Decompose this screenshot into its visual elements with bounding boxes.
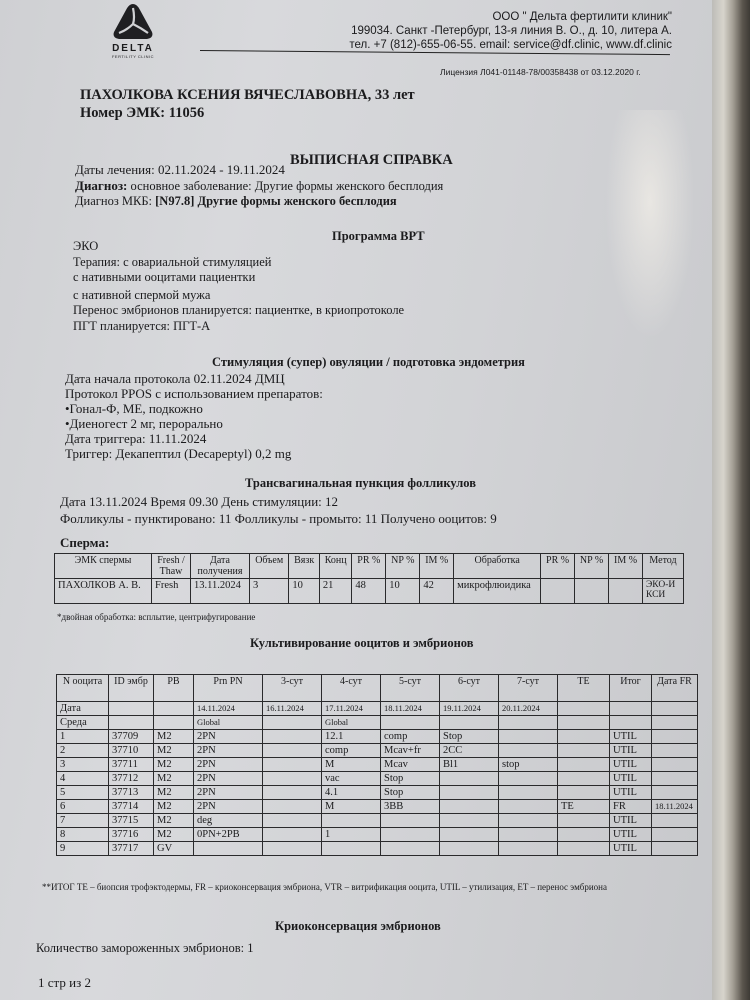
cell: FR (610, 800, 652, 814)
cell: 2 (57, 744, 109, 758)
cell: 19.11.2024 (440, 702, 499, 716)
col-day3: 3-сут (263, 675, 322, 702)
col-result: Итог (610, 675, 652, 702)
culture-row (57, 730, 698, 744)
cell (154, 716, 194, 730)
cell (263, 814, 322, 828)
cell (322, 814, 381, 828)
cell (263, 758, 322, 772)
clinic-logo (104, 2, 162, 62)
culture-header-row (57, 675, 698, 702)
stimulation-line: Дата начала протокола 02.11.2024 ДМЦ (65, 371, 285, 386)
col-oocyte-n: N ооцита (57, 675, 109, 702)
stimulation-line: •Диеногест 2 мг, перорально (65, 416, 223, 431)
stimulation-line: Дата триггера: 11.11.2024 (65, 431, 207, 446)
cell: 1 (57, 730, 109, 744)
cell (263, 744, 322, 758)
program-heading: Программа ВРТ (332, 229, 425, 243)
cell: 37710 (109, 744, 154, 758)
cell: микрофлюидика (454, 579, 541, 604)
cell: M2 (154, 744, 194, 758)
cell: Fresh (152, 579, 191, 604)
cell (263, 842, 322, 856)
cell: 2PN (194, 758, 263, 772)
cell (154, 702, 194, 716)
cell (499, 730, 558, 744)
col-im: IM % (420, 554, 454, 579)
culture-row (57, 828, 698, 842)
cell: 37714 (109, 800, 154, 814)
col-np-post: NP % (575, 554, 609, 579)
cell (610, 702, 652, 716)
culture-table (56, 674, 698, 856)
cell: M (322, 758, 381, 772)
cell: ЭКО-И КСИ (643, 579, 684, 604)
col-day4: 4-сут (322, 675, 381, 702)
cell (558, 716, 610, 730)
cell: Global (194, 716, 263, 730)
cell: UTIL (610, 814, 652, 828)
program-line: ЭКО (73, 239, 99, 253)
cell (263, 828, 322, 842)
cell: deg (194, 814, 263, 828)
stimulation-line: Протокол PPOS с использованием препаратов: (65, 386, 323, 401)
cell: 37712 (109, 772, 154, 786)
cell: 4 (57, 772, 109, 786)
cell: UTIL (610, 772, 652, 786)
cell (610, 716, 652, 730)
cell: 14.11.2024 (194, 702, 263, 716)
stimulation-heading: Стимуляция (супер) овуляции / подготовка эндометрия (212, 355, 525, 369)
cell: 18.11.2024 (652, 800, 698, 814)
frozen-embryos-count: Количество замороженных эмбрионов: 1 (36, 941, 254, 955)
cell (263, 786, 322, 800)
puncture-follicles-line: Фолликулы - пунктировано: 11 Фолликулы - промыто: 11 Получено ооцитов: 9 (60, 511, 497, 526)
culture-row (57, 758, 698, 772)
program-line: Перенос эмбрионов планируется: пациентке, в криопротоколе (73, 303, 405, 317)
cell (440, 842, 499, 856)
culture-row (57, 772, 698, 786)
cell: M2 (154, 800, 194, 814)
cell: 1 (322, 828, 381, 842)
col-te: TE (558, 675, 610, 702)
cell: UTIL (610, 744, 652, 758)
cell: 10 (289, 579, 319, 604)
cell: UTIL (610, 842, 652, 856)
cell (558, 758, 610, 772)
sperm-footnote: *двойная обработка: всплытие, центрифугирование (57, 612, 256, 622)
cell: Stop (440, 730, 499, 744)
cell: 17.11.2024 (322, 702, 381, 716)
cell: 2PN (194, 786, 263, 800)
col-pr-post: PR % (541, 554, 575, 579)
col-day7: 7-сут (499, 675, 558, 702)
cell: M2 (154, 786, 194, 800)
cell (440, 814, 499, 828)
col-date: Дата получения (191, 554, 250, 579)
cell: M (322, 800, 381, 814)
cell: 37717 (109, 842, 154, 856)
cell (558, 702, 610, 716)
license-text: Лицензия Л041-01148-78/00358438 от 03.12.2020 г. (440, 67, 641, 77)
cell: M2 (154, 730, 194, 744)
cell: Дата (57, 702, 109, 716)
cell: 8 (57, 828, 109, 842)
cell (499, 716, 558, 730)
cell (558, 786, 610, 800)
cell (499, 744, 558, 758)
cell (499, 814, 558, 828)
plastic-sleeve-edge (712, 0, 750, 1000)
sperm-row (55, 579, 684, 604)
cell: M2 (154, 814, 194, 828)
col-volume: Объем (250, 554, 289, 579)
cell (652, 730, 698, 744)
cell: UTIL (610, 730, 652, 744)
cell (652, 842, 698, 856)
col-pb: PB (154, 675, 194, 702)
cell (558, 730, 610, 744)
cell (499, 786, 558, 800)
cell (263, 800, 322, 814)
cell: 6 (57, 800, 109, 814)
cell: 12.1 (322, 730, 381, 744)
cell: 2PN (194, 772, 263, 786)
sperm-heading: Сперма: (60, 535, 110, 550)
col-fr-date: Дата FR (652, 675, 698, 702)
cell: 10 (386, 579, 420, 604)
cell: 2PN (194, 730, 263, 744)
cell (322, 842, 381, 856)
cell: 9 (57, 842, 109, 856)
cell: 37716 (109, 828, 154, 842)
cell (541, 579, 575, 604)
diagnosis-text: основное заболевание: Другие формы женского бесплодия (127, 179, 444, 193)
culture-footnote: **ИТОГ TE – биопсия трофэктодермы, FR – криоконсервация эмбриона, VTR – витрификация ооцита, UTIL – утилизация, ET – перенос эмбриона (42, 882, 607, 892)
cell: vac (322, 772, 381, 786)
page-indicator: 1 стр из 2 (38, 975, 91, 990)
logo-subtitle: FERTILITY CLINIC (111, 54, 155, 59)
program-line: с нативной спермой мужа (73, 287, 211, 302)
sperm-table (54, 553, 684, 604)
cell (440, 716, 499, 730)
cell (652, 702, 698, 716)
patient-name: ПАХОЛКОВА КСЕНИЯ ВЯЧЕСЛАВОВНА, 33 лет (80, 87, 415, 103)
stimulation-line: •Гонал-Ф, МЕ, подкожно (65, 401, 203, 416)
cell (609, 579, 643, 604)
cell (558, 842, 610, 856)
mkb-text: [N97.8] Другие формы женского бесплодия (155, 194, 397, 208)
document-title: ВЫПИСНАЯ СПРАВКА (290, 152, 453, 168)
cell: 37715 (109, 814, 154, 828)
cell (499, 842, 558, 856)
cell (652, 758, 698, 772)
cell: 48 (352, 579, 386, 604)
cell (109, 702, 154, 716)
diagnosis-label: Диагноз: (75, 178, 128, 193)
mkb-diagnosis (75, 194, 397, 209)
cell (263, 716, 322, 730)
cell (263, 772, 322, 786)
col-day5: 5-сут (381, 675, 440, 702)
cell (440, 786, 499, 800)
diagnosis (75, 178, 443, 194)
cryo-heading: Криоконсервация эмбрионов (275, 919, 441, 933)
cell: 37711 (109, 758, 154, 772)
logo-brand: DELTA (112, 43, 154, 54)
cell: 2CC (440, 744, 499, 758)
cell (381, 828, 440, 842)
culture-rows (57, 730, 698, 856)
culture-row (57, 744, 698, 758)
cell (652, 786, 698, 800)
cell: 3 (57, 758, 109, 772)
cell: 42 (420, 579, 454, 604)
cell (440, 800, 499, 814)
cell: UTIL (610, 786, 652, 800)
cell: M2 (154, 772, 194, 786)
cell: 0PN+2PB (194, 828, 263, 842)
culture-heading: Культивирование ооцитов и эмбрионов (250, 636, 474, 650)
cell (558, 814, 610, 828)
cell (109, 716, 154, 730)
col-emk: ЭМК спермы (55, 554, 152, 579)
mkb-label: Диагноз МКБ: (75, 194, 156, 208)
cell: 4.1 (322, 786, 381, 800)
cell: UTIL (610, 828, 652, 842)
cell (440, 828, 499, 842)
cell (652, 716, 698, 730)
org-name: ООО " Дельта фертилити клиник" (492, 11, 672, 23)
cell (440, 772, 499, 786)
cell: 37709 (109, 730, 154, 744)
stimulation-line: Триггер: Декапептил (Decapeptyl) 0,2 mg (65, 446, 292, 461)
col-im-post: IM % (609, 554, 643, 579)
col-np: NP % (386, 554, 420, 579)
cell: UTIL (610, 758, 652, 772)
col-embryo-id: ID эмбр (109, 675, 154, 702)
cell (558, 772, 610, 786)
cell: Stop (381, 772, 440, 786)
stimulation-details (65, 371, 323, 461)
org-phone-email: тел. +7 (812)-655-06-55. email: service@df.clinic, www.df.clinic (349, 39, 672, 51)
cell: TE (558, 800, 610, 814)
col-concentration: Конц (319, 554, 352, 579)
cell: 7 (57, 814, 109, 828)
cell: 37713 (109, 786, 154, 800)
col-processing: Обработка (454, 554, 541, 579)
cell: 18.11.2024 (381, 702, 440, 716)
cell (194, 842, 263, 856)
cell: stop (499, 758, 558, 772)
cell: 16.11.2024 (263, 702, 322, 716)
culture-row (57, 786, 698, 800)
date-row (57, 702, 698, 716)
cell (499, 828, 558, 842)
cell (499, 800, 558, 814)
program-line: с нативными ооцитами пациентки (73, 270, 256, 284)
cell: 13.11.2024 (191, 579, 250, 604)
col-pr: PR % (352, 554, 386, 579)
cell: Среда (57, 716, 109, 730)
cell (381, 814, 440, 828)
col-viscosity: Вязк (289, 554, 319, 579)
org-address: 199034. Санкт -Петербург, 13-я линия В. О., д. 10, литера А. (351, 25, 672, 37)
col-day6: 6-сут (440, 675, 499, 702)
cell: comp (322, 744, 381, 758)
col-fresh-thaw: Fresh / Thaw (152, 554, 191, 579)
cell: 2PN (194, 744, 263, 758)
culture-row (57, 814, 698, 828)
program-details (73, 239, 404, 334)
cell: 21 (319, 579, 352, 604)
col-method: Метод (643, 554, 684, 579)
program-line: ПГТ планируется: ПГТ-А (73, 318, 211, 333)
medium-row (57, 716, 698, 730)
cell (558, 828, 610, 842)
cell (575, 579, 609, 604)
cell (652, 828, 698, 842)
cell: 3 (250, 579, 289, 604)
patient-emk: Номер ЭМК: 11056 (80, 105, 205, 121)
sperm-header-row (55, 554, 684, 579)
cell (263, 730, 322, 744)
clinic-contacts (252, 10, 672, 52)
cell: 5 (57, 786, 109, 800)
culture-row (57, 800, 698, 814)
culture-row (57, 842, 698, 856)
cell: GV (154, 842, 194, 856)
cell: 2PN (194, 800, 263, 814)
col-prn-pn: Prn PN (194, 675, 263, 702)
cell: 20.11.2024 (499, 702, 558, 716)
cell: M2 (154, 758, 194, 772)
cell (558, 744, 610, 758)
cell: Mcav+fr (381, 744, 440, 758)
cell: Mcav (381, 758, 440, 772)
cell: Stop (381, 786, 440, 800)
cell: M2 (154, 828, 194, 842)
puncture-date-line: Дата 13.11.2024 Время 09.30 День стимуляции: 12 (60, 494, 339, 509)
treatment-dates: Даты лечения: 02.11.2024 - 19.11.2024 (75, 162, 285, 177)
cell (381, 842, 440, 856)
cell: comp (381, 730, 440, 744)
cell: 3BB (381, 800, 440, 814)
cell: Bl1 (440, 758, 499, 772)
delta-triangle-logo-icon (111, 2, 155, 42)
puncture-heading: Трансвагинальная пункция фолликулов (245, 476, 476, 490)
cell: ПАХОЛКОВ А. В. (55, 579, 152, 604)
cell (652, 744, 698, 758)
cell (652, 814, 698, 828)
program-line: Терапия: с овариальной стимуляцией (73, 254, 272, 269)
cell (381, 716, 440, 730)
cell (499, 772, 558, 786)
cell (652, 772, 698, 786)
cell: Global (322, 716, 381, 730)
